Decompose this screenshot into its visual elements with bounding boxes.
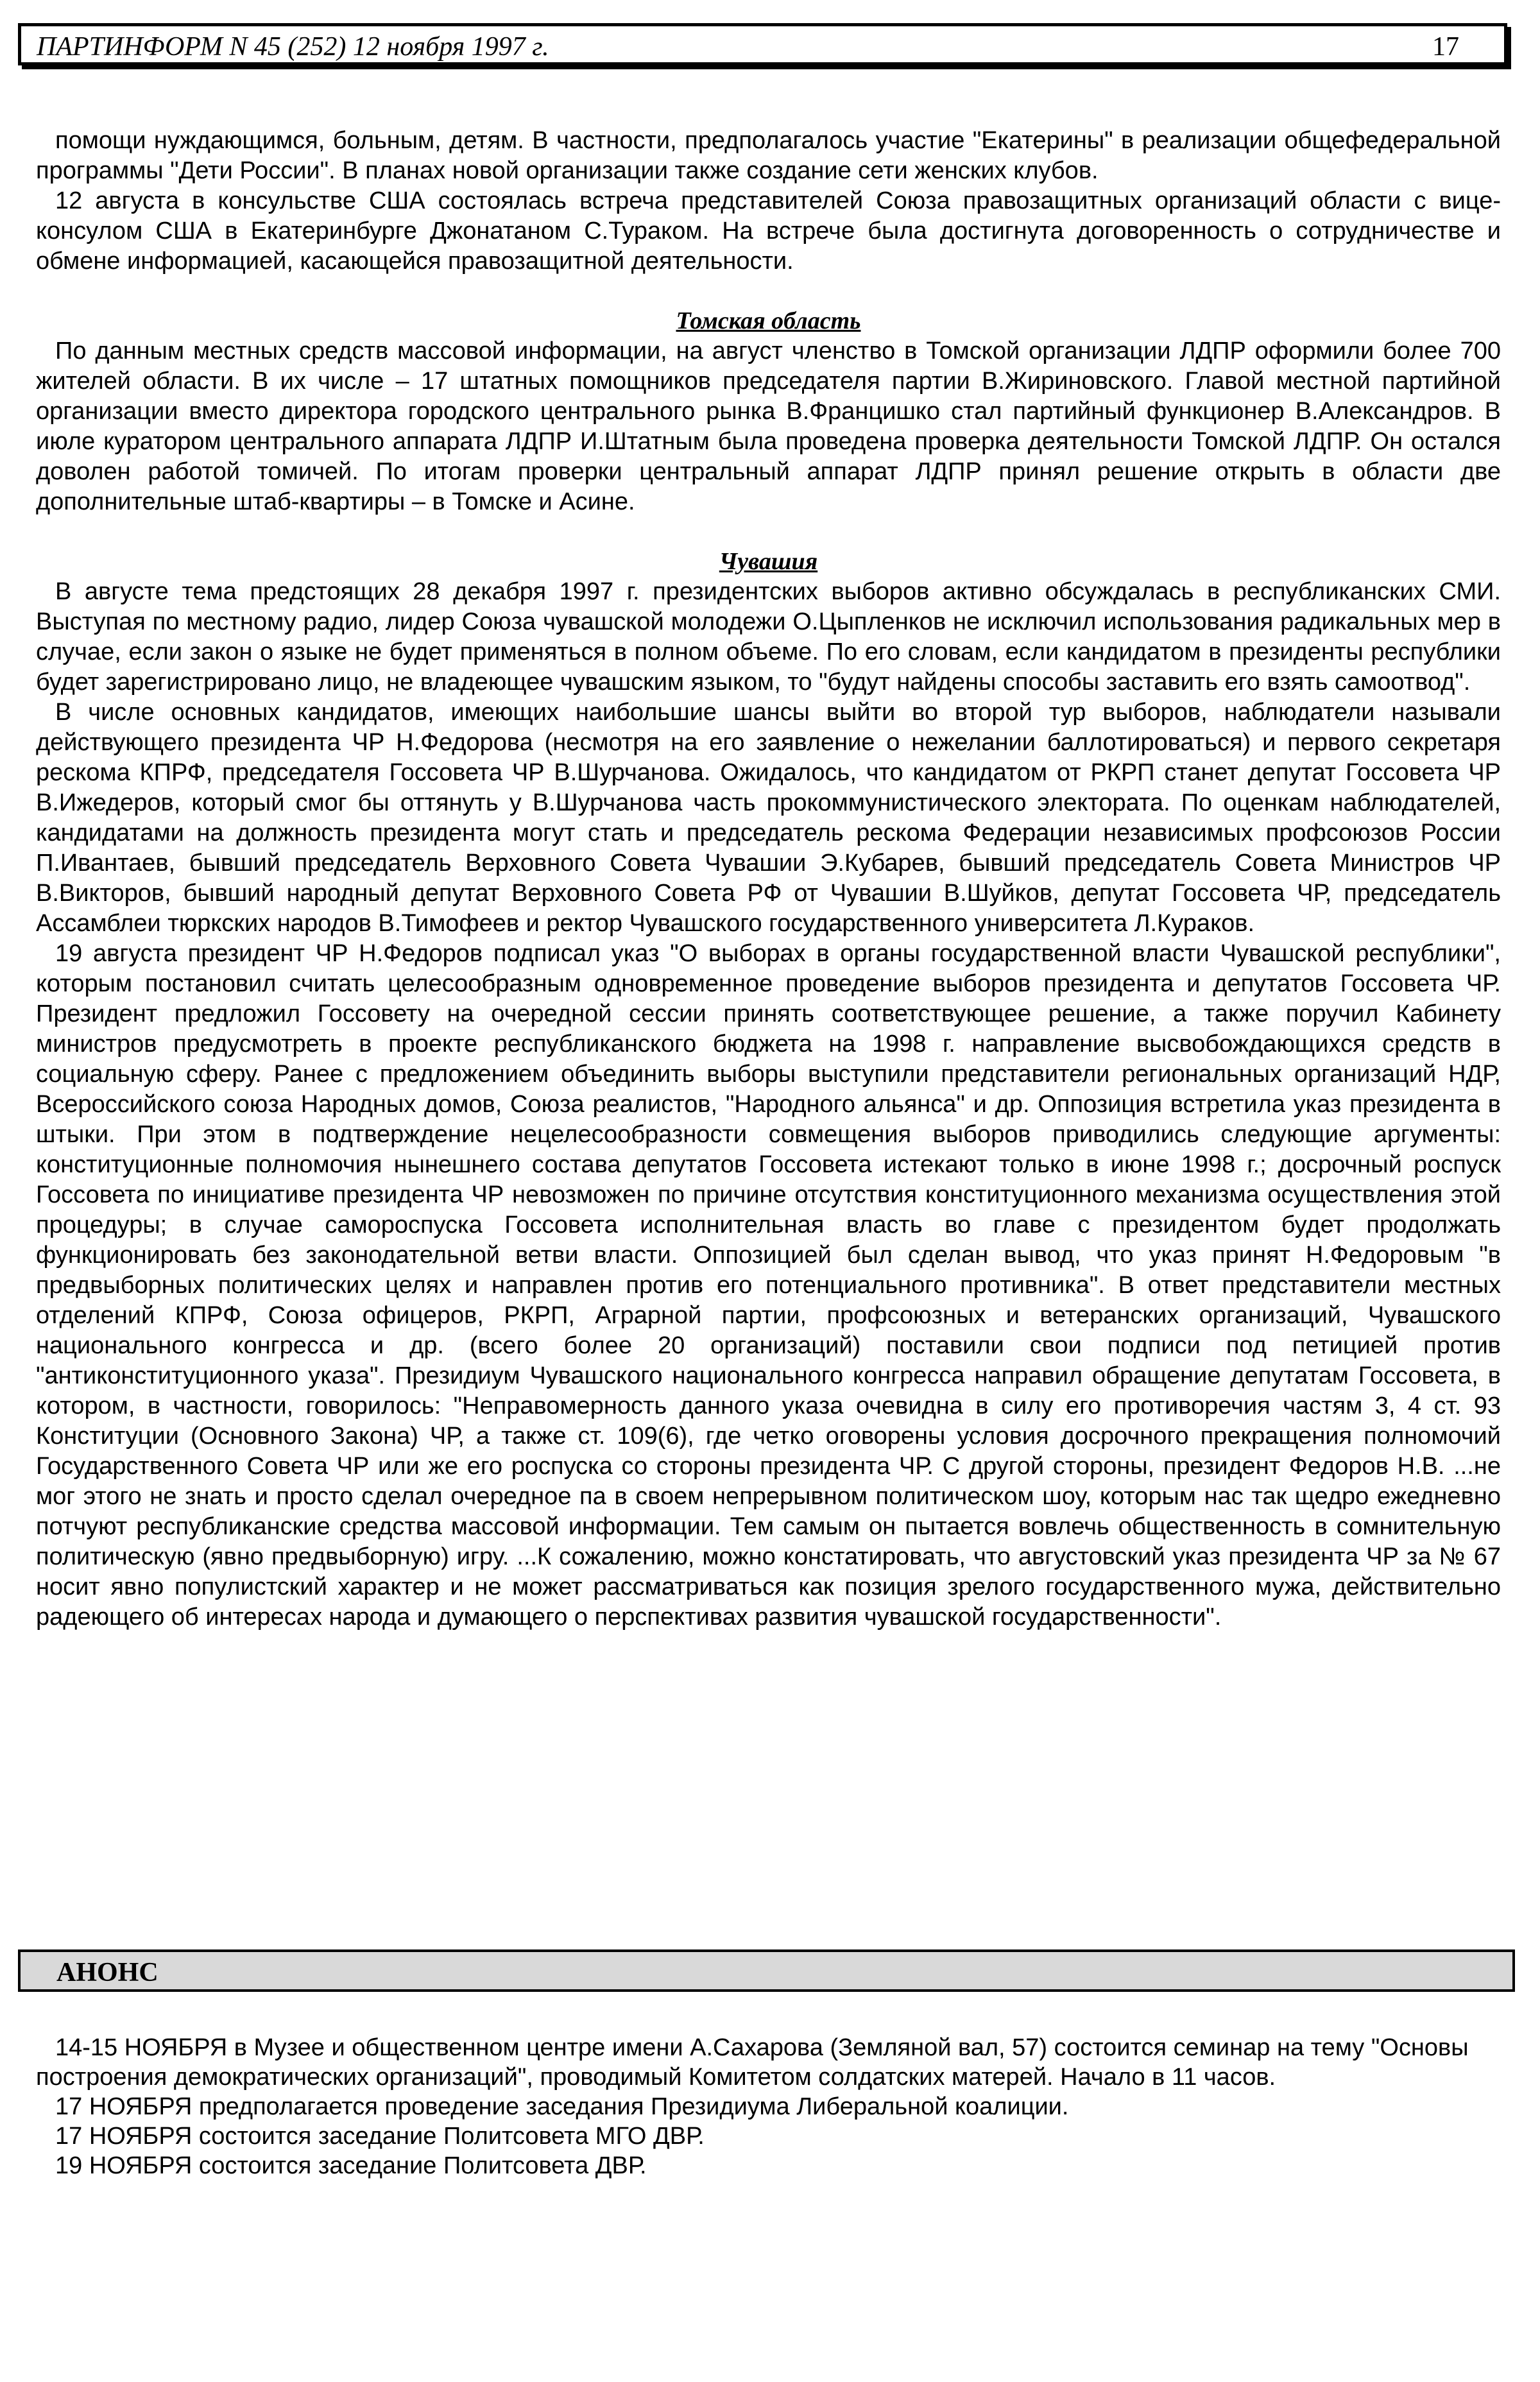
anons-title: АНОНС <box>56 1958 158 1987</box>
anons-item: 19 НОЯБРЯ состоится заседание Политсовета ДВР. <box>55 2152 647 2179</box>
chuvashia-paragraph: В числе основных кандидатов, имеющих наибольшие шансы выйти во второй тур выборов, наблюдатели называли действующего президента ЧР Н.Федорова (несмотря на его заявление о нежелании баллотироваться) и первого секретаря рескома КПРФ, председателя Госсовета ЧР В.Шурчанова. Ожидалось, что кандидатом от РКРП станет депутат Госсовета ЧР В.Ижедеров, который смог бы оттянуть у В.Шурчанова часть прокоммунистического электората. По оценкам наблюдателей, кандидатами на должность президента могут стать и председатель рескома Федерации независимых профсоюзов России П.Ивантаев, бывший председатель Верховного Совета Чувашии Э.Кубарев, бывший председатель Совета Министров ЧР В.Викторов, бывший народный депутат Верховного Совета РФ от Чувашии В.Шуйков, депутат Госсовета ЧР, председатель Ассамблеи тюркских народов В.Тимофеев и ректор Чувашского государственного университета Л.Кураков. <box>36 699 1501 937</box>
anons-list <box>36 2033 1501 2181</box>
anons-section-header <box>18 1949 1515 1992</box>
tomsk-paragraph: По данным местных средств массовой информации, на август членство в Томской организации ЛДПР оформили более 700 жителей области. В их числе – 17 штатных помощников председателя партии В.Жириновского. Главой местной партийной организации вместо директора городского центрального рынка В.Францишко стал партийный функционер В.Александров. В июле куратором центрального аппарата ЛДПР И.Штатным была проведена проверка деятельности Томской ЛДПР. Он остался доволен работой томичей. По итогам проверки центральный аппарат ЛДПР принял решение открыть в области две дополнительные штаб-квартиры – в Томске и Асине. <box>36 338 1501 515</box>
anons-item: 17 НОЯБРЯ предполагается проведение заседания Президиума Либеральной коалиции. <box>55 2093 1069 2120</box>
intro-paragraph: помощи нуждающимся, больным, детям. В частности, предполагалось участие "Екатерины" в реализации общефедеральной программы "Дети России". В планах новой организации также создание сети женских клубов. <box>36 127 1501 184</box>
publication-title: ПАРТИНФОРМ N 45 (252) 12 ноября 1997 г. <box>37 32 549 62</box>
anons-item: 14-15 НОЯБРЯ в Музее и общественном центре имени А.Сахарова (Земляной вал, 57) состоится семинар на тему "Основы построения демократических организаций", проводимый Комитетом солдатских матерей. Начало в 11 часов. <box>36 2034 1469 2091</box>
page-header <box>18 23 1507 65</box>
page-number: 17 <box>1432 32 1459 62</box>
chuvashia-paragraph: В августе тема предстоящих 28 декабря 1997 г. президентских выборов активно обсуждалась в республиканских СМИ. Выступая по местному радио, лидер Союза чувашской молодежи О.Цыпленков не исключил использования радикальных мер в случае, если закон о языке не будет применяться в полном объеме. По его словам, если кандидатом в президенты республики будет зарегистрировано лицо, не владеющее чувашским языком, то "будут найдены способы заставить его взять самоотвод". <box>36 578 1501 696</box>
article-body <box>36 126 1501 1632</box>
section-heading-chuvashia: Чувашия <box>719 548 818 575</box>
intro-paragraph: 12 августа в консульстве США состоялась встреча представителей Союза правозащитных организаций области с вице-консулом США в Екатеринбурге Джонатаном С.Тураком. На встрече была достигнута договоренность о сотрудничестве и обмене информацией, касающейся правозащитной деятельности. <box>36 187 1501 275</box>
section-heading-tomsk: Томская область <box>676 307 861 334</box>
chuvashia-paragraph: 19 августа президент ЧР Н.Федоров подписал указ "О выборах в органы государственной власти Чувашской республики", которым постановил считать целесообразным одновременное проведение выборов президента и депутатов Госсовета ЧР. Президент предложил Госсовету на очередной сессии принять соответствующее решение, а также поручил Кабинету министров предусмотреть в проекте республиканского бюджета на 1998 г. направление высвобождающихся средств в социальную сферу. Ранее с предложением объединить выборы выступили представители региональных организаций НДР, Всероссийского союза Народных домов, Союза реалистов, "Народного альянса" и др. Оппозиция встретила указ президента в штыки. При этом в подтверждение нецелесообразности совмещения выборов приводились следующие аргументы: конституционные полномочия нынешнего состава депутатов Госсовета истекают только в июне 1998 г.; досрочный роспуск Госсовета по инициативе президента ЧР невозможен по причине отсутствия конституционного механизма осуществления этой процедуры; в случае самороспуска Госсовета исполнительная власть во главе с президентом будет продолжать функционировать без законодательной ветви власти. Оппозицией был сделан вывод, что указ принят Н.Федоровым "в предвыборных политических целях и направлен против его потенциального противника". В ответ представители местных отделений КПРФ, Союза офицеров, РКРП, Аграрной партии, профсоюзных и ветеранских организаций, Чувашского национального конгресса и др. (всего более 20 организаций) поставили свои подписи под петицией против "антиконституционного указа". Президиум Чувашского национального конгресса направил обращение депутатам Госсовета, в котором, в частности, говорилось: "Неправомерность данного указа очевидна в силу его противоречия частям 3, 4 ст. 93 Конституции (Основного Закона) ЧР, а также ст. 109(6), где четко оговорены условия досрочного прекращения полномочий Государственного Совета ЧР или же его роспуска со стороны президента ЧР. С другой стороны, президент Федоров Н.В. ...не мог этого не знать и просто сделал очередное па в своем непрерывном политическом шоу, которым нас так щедро ежедневно потчуют республиканские средства массовой информации. Тем самым он пытается вовлечь общественность в сомнительную политическую (явно предвыборную) игру. ...К сожалению, можно констатировать, что августовский указ президента ЧР за № 67 носит явно популистский характер и не может рассматриваться как позиция зрелого государственного мужа, действительно радеющего об интересах народа и думающего о перспективах развития чувашской государственности". <box>36 940 1501 1631</box>
anons-item: 17 НОЯБРЯ состоится заседание Политсовета МГО ДВР. <box>55 2123 705 2150</box>
